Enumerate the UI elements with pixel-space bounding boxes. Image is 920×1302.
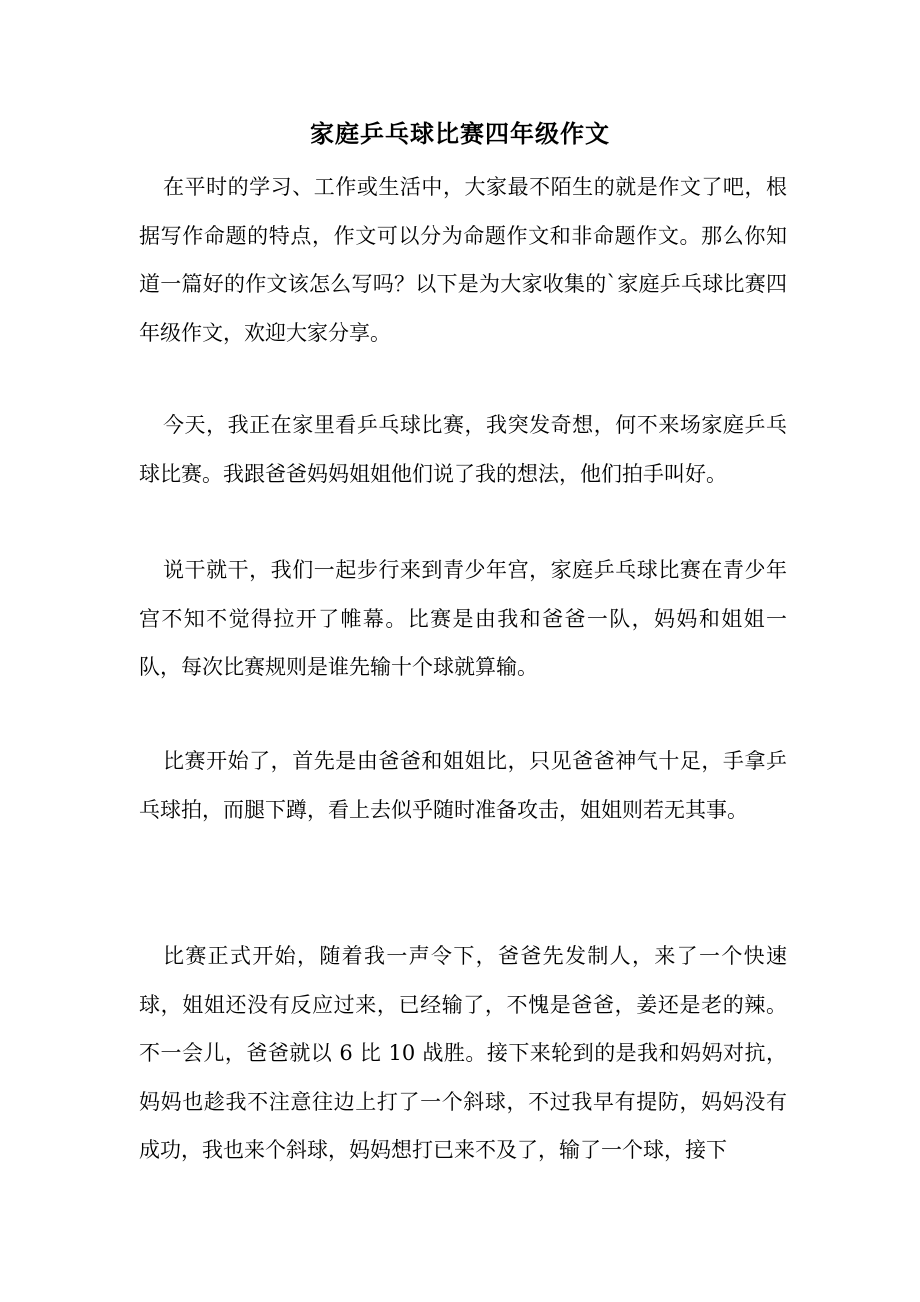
document-title: 家庭乒乓球比赛四年级作文 [310,119,610,148]
paragraph-match: 比赛正式开始，随着我一声令下，爸爸先发制人，来了一个快速球，姐姐还没有反应过来，已经输了，不愧是爸爸，姜还是老的辣。不一会儿，爸爸就以 6 比 10 战胜。接下来轮到的是我和妈妈对抗，妈妈也趁我不注意往边上打了一个斜球，不过我早有提防，妈妈没有成功，我也来个斜球，妈妈想打已来不及了，输了一个球，接下 [139,944,787,1162]
paragraph-idea: 今天，我正在家里看乒乓球比赛，我突发奇想，何不来场家庭乒乓球比赛。我跟爸爸妈妈姐姐他们说了我的想法，他们拍手叫好。 [139,413,787,486]
paragraph-intro: 在平时的学习、工作或生活中，大家最不陌生的就是作文了吧，根据写作命题的特点，作文可以分为命题作文和非命题作文。那么你知道一篇好的作文该怎么写吗？以下是为大家收集的`家庭乒乓球比赛四年级作文，欢迎大家分享。 [139,175,787,345]
paragraph-setup: 说干就干，我们一起步行来到青少年宫，家庭乒乓球比赛在青少年宫不知不觉得拉开了帷幕。比赛是由我和爸爸一队，妈妈和姐姐一队，每次比赛规则是谁先输十个球就算输。 [139,558,787,679]
paragraph-start: 比赛开始了，首先是由爸爸和姐姐比，只见爸爸神气十足，手拿乒乓球拍，而腿下蹲，看上去似乎随时准备攻击，姐姐则若无其事。 [139,749,787,822]
